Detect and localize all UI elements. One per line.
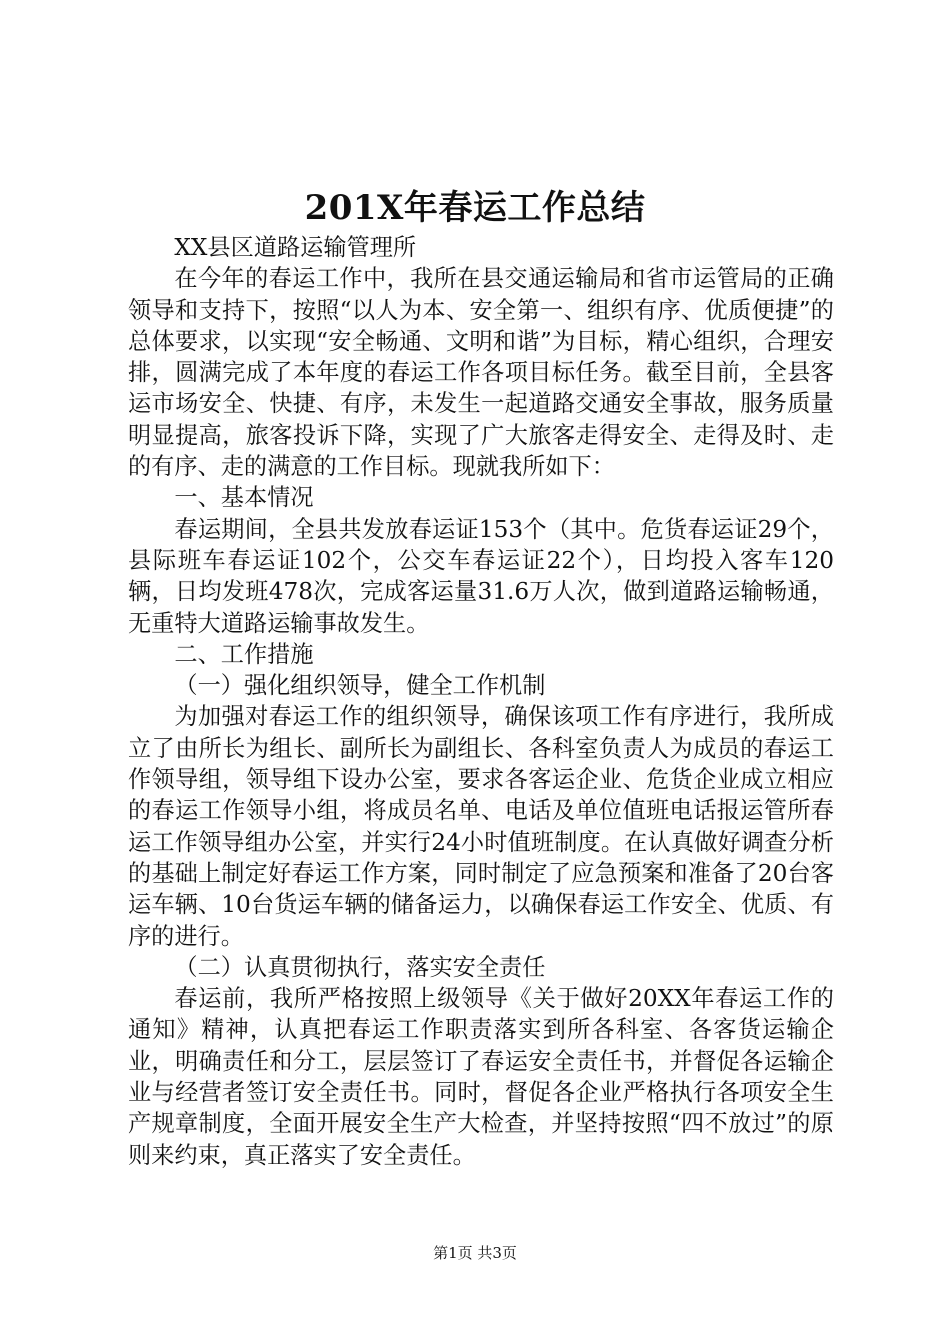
document-body [128,232,834,1171]
page-number-footer: 第1页 共3页 [433,1244,517,1262]
section-heading-basic-situation: 一、基本情况 [174,484,314,512]
organization-paragraph: 为加强对春运工作的组织领导，确保该项工作有序进行，我所成立了由所长为组长、副所长为副组长、各科室负责人为成员的春运工作领导组，领导组下设办公室，要求各客运企业、危货企业成立相应的春运工作领导小组，将成员名单、电话及单位值班电话报运管所春运工作领导组办公室，并实行24小时值班制度。在认真做好调查分析的基础上制定好春运工作方案，同时制定了应急预案和准备了20台客运车辆、10台货运车辆的储备运力，以确保春运工作安全、优质、有序的进行。 [128,703,834,950]
intro-paragraph: 在今年的春运工作中，我所在县交通运输局和省市运管局的正确领导和支持下，按照“以人为本、安全第一、组织有序、优质便捷”的总体要求，以实现“安全畅通、文明和谐”为目标，精心组织，合理安排，圆满完成了本年度的春运工作各项目标任务。截至目前，全县客运市场安全、快捷、有序，未发生一起道路交通安全事故，服务质量明显提高，旅客投诉下降，实现了广大旅客走得安全、走得及时、走的有序、走的满意的工作目标。现就我所如下： [128,265,834,481]
basic-situation-paragraph: 春运期间，全县共发放春运证153个（其中。危货春运证29个，县际班车春运证102个，公交车春运证22个），日均投入客车120辆，日均发班478次，完成客运量31.6万人次，做到道路运输畅通，无重特大道路运输事故发生。 [128,515,834,637]
document-title: 201X年春运工作总结 [304,188,646,228]
section-heading-work-measures: 二、工作措施 [174,640,314,668]
subheading-safety-responsibility: （二）认真贯彻执行，落实安全责任 [174,953,546,981]
safety-responsibility-paragraph: 春运前，我所严格按照上级领导《关于做好20XX年春运工作的通知》精神，认真把春运工作职责落实到所各科室、各客货运输企业，明确责任和分工，层层签订了春运安全责任书，并督促各运输企业与经营者签订安全责任书。同时，督促各企业严格执行各项安全生产规章制度，全面开展安全生产大检查，并坚持按照“四不放过”的原则来约束，真正落实了安全责任。 [128,985,834,1169]
author-line: XX县区道路运输管理所 [174,234,417,261]
subheading-organization: （一）强化组织领导，健全工作机制 [174,672,546,700]
